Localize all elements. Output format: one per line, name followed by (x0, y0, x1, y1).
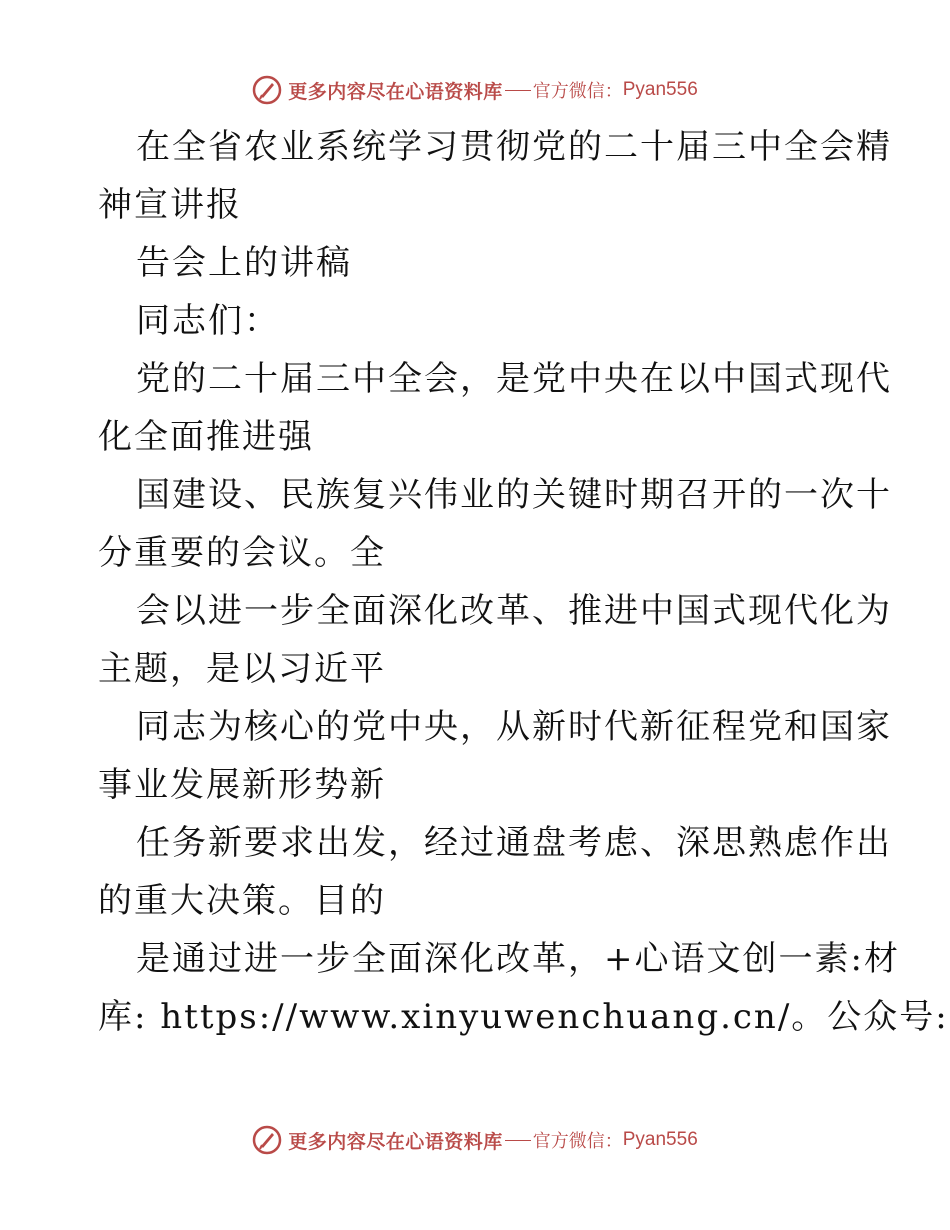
text-line: 告会上的讲稿 (136, 243, 352, 283)
watermark-wechat-id: Pyan556 (622, 1129, 698, 1150)
document-body (98, 118, 949, 1046)
text-line: 事业发展新形势新 (98, 765, 386, 805)
text-line: 神宣讲报 (98, 185, 242, 225)
watermark-wechat-id: Pyan556 (622, 79, 698, 100)
text-line: 同志们： (136, 301, 280, 341)
watermark-wechat-label: 官方微信： (532, 81, 623, 102)
header-watermark (0, 70, 950, 110)
watermark-brand: 更多内容尽在心语资料库 (288, 1130, 503, 1153)
watermark-brand: 更多内容尽在心语资料库 (288, 80, 503, 103)
text-line: 的重大决策。目的 (98, 881, 386, 921)
quill-circle-logo-icon (252, 1125, 282, 1155)
text-line: 会以进一步全面深化改革、推进中国式现代化为 (136, 591, 892, 631)
quill-circle-logo-icon (252, 75, 282, 105)
footer-watermark (0, 1120, 950, 1160)
watermark-divider (505, 1140, 531, 1141)
text-line: 任务新要求出发，经过通盘考虑、深思熟虑作出 (136, 823, 892, 863)
watermark-wechat-label: 官方微信： (532, 1131, 623, 1152)
text-line: 是通过进一步全面深化改革，+心语文创一素:材 (136, 939, 900, 979)
text-line: 国建设、民族复兴伟业的关键时期召开的一次十 (136, 475, 892, 515)
text-line: 同志为核心的党中央，从新时代新征程党和国家 (136, 707, 892, 747)
text-line: 党的二十届三中全会，是党中央在以中国式现代 (136, 359, 892, 399)
text-line: 主题，是以习近平 (98, 649, 386, 689)
watermark-divider (505, 90, 531, 91)
text-line: 分重要的会议。全 (98, 533, 386, 573)
text-line: 库: https://www.xinyuwenchuang.cn/。公众号: (98, 997, 949, 1037)
text-line: 化全面推进强 (98, 417, 314, 457)
text-line: 在全省农业系统学习贯彻党的二十届三中全会精 (136, 127, 892, 167)
